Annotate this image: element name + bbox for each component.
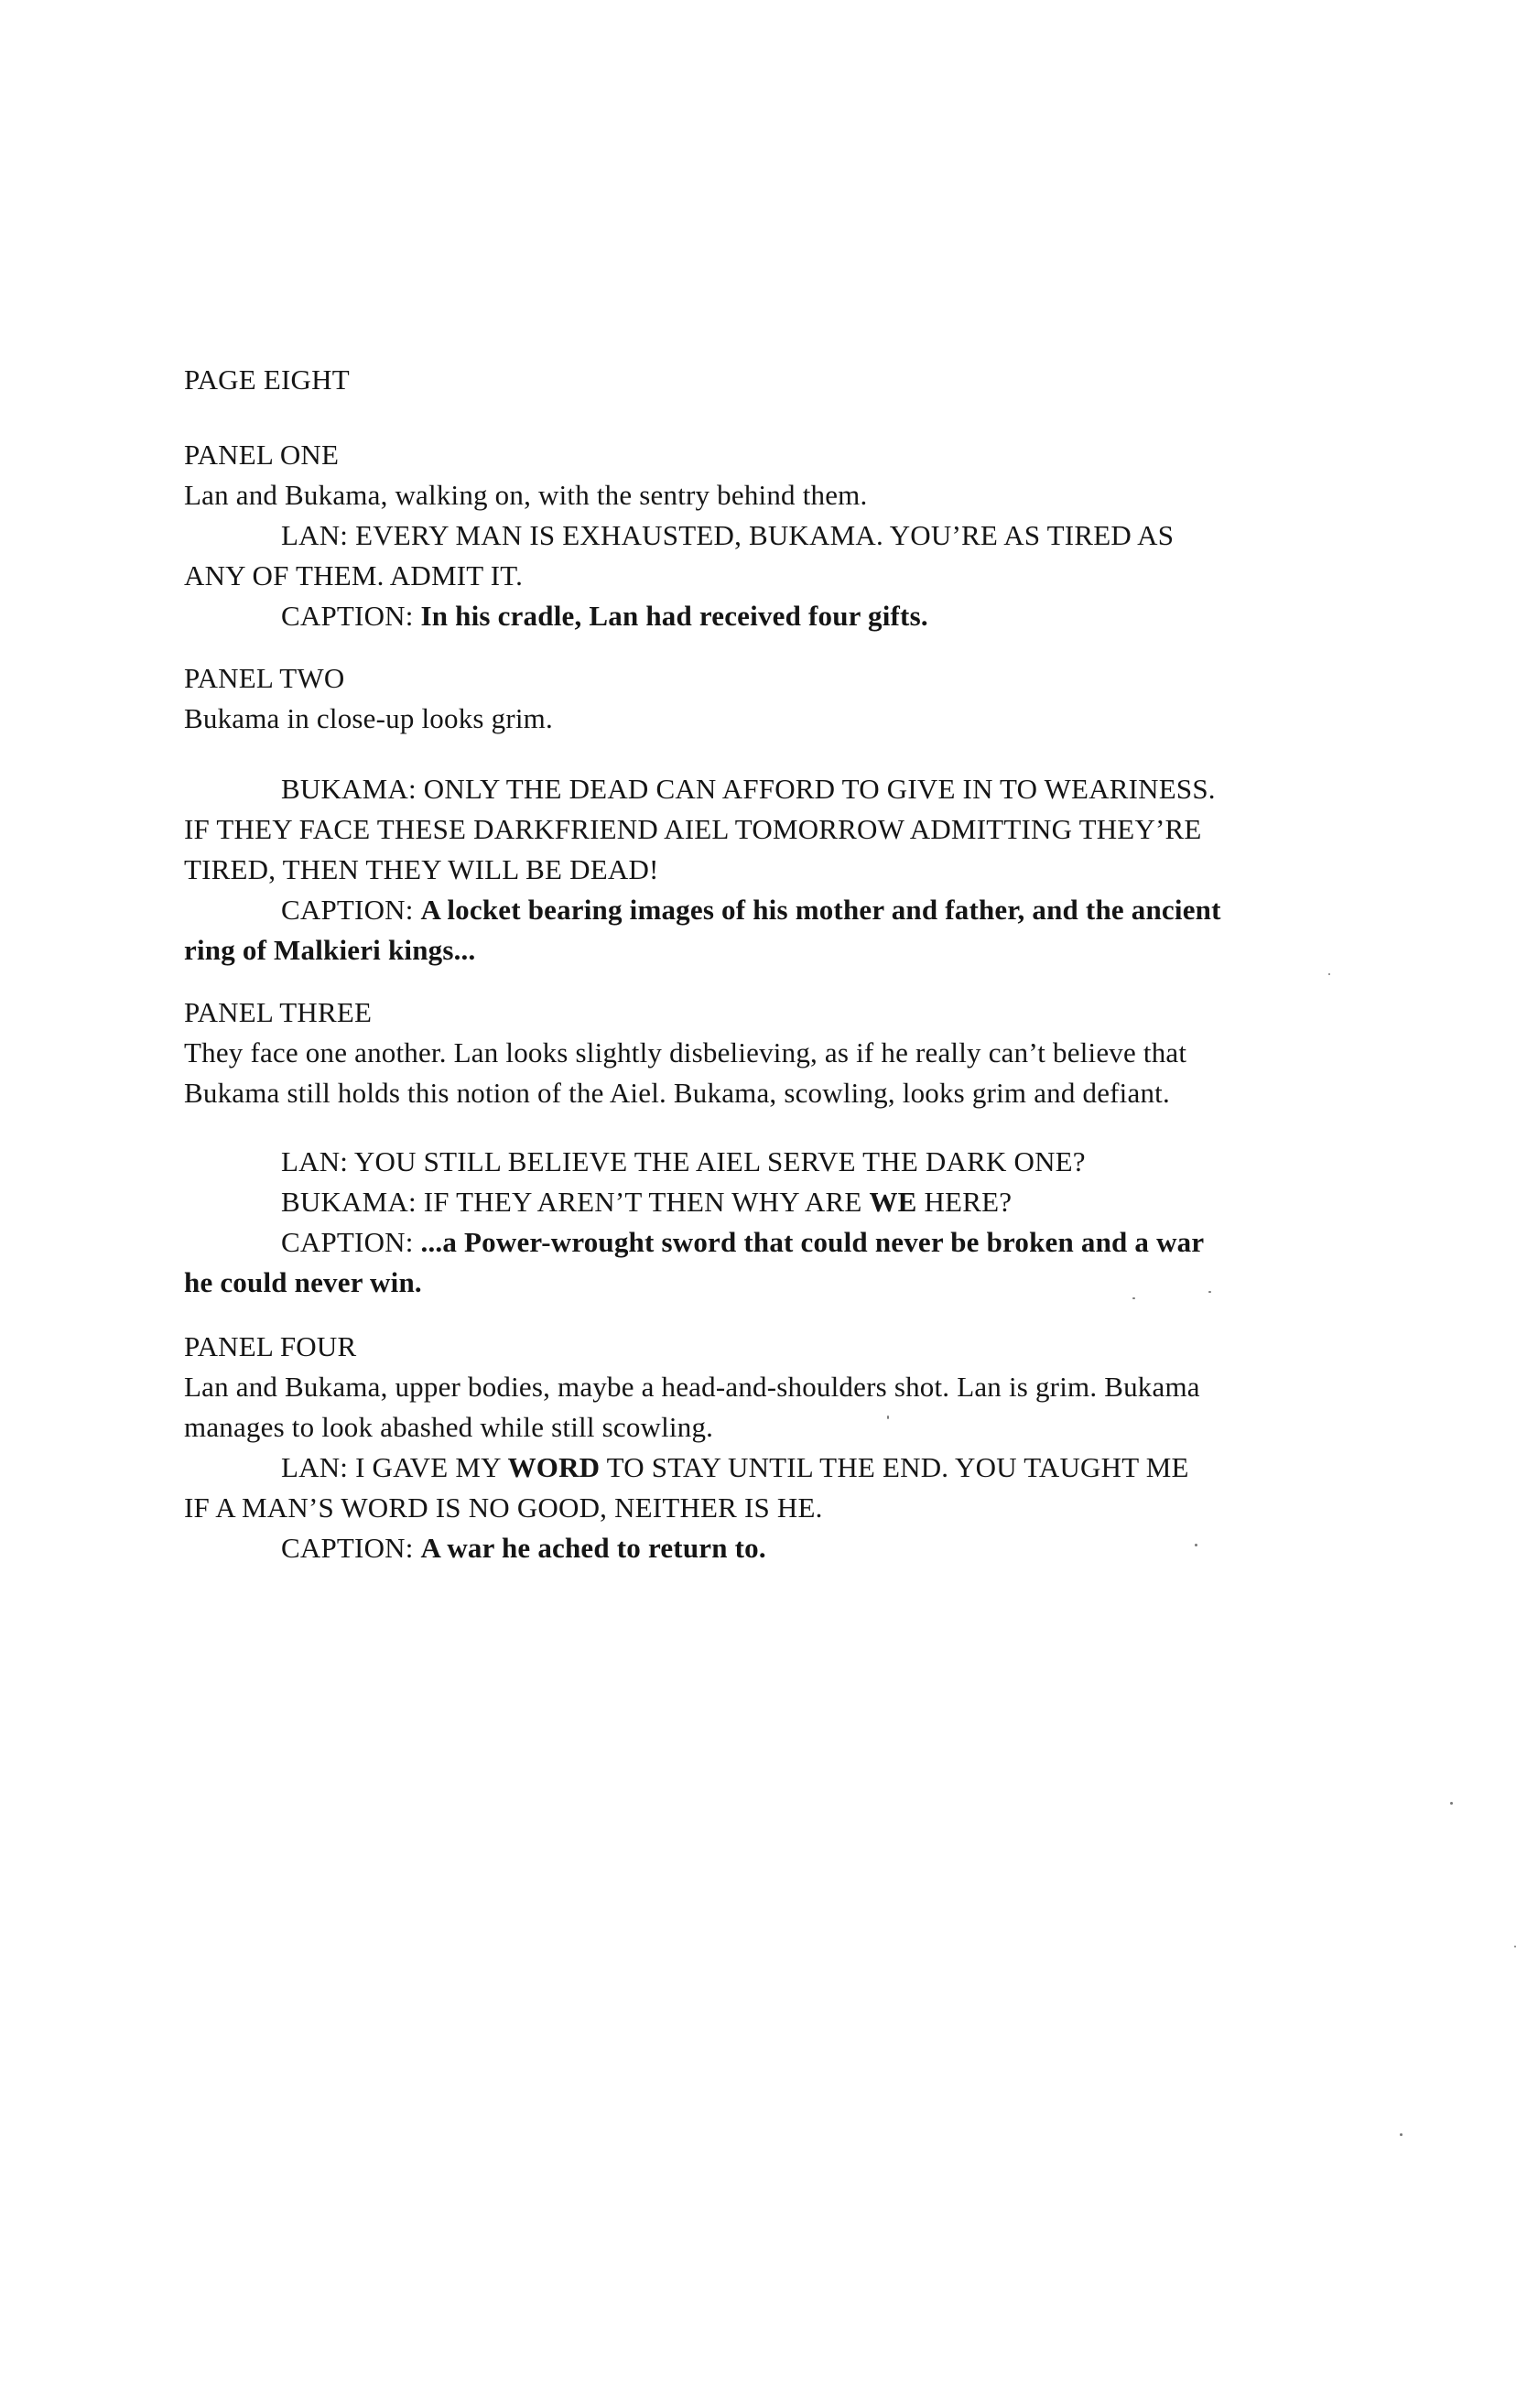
panel-two-caption-cont	[184, 930, 1365, 971]
scan-speck	[1514, 1946, 1516, 1947]
panel-three-heading: PANEL THREE	[184, 996, 373, 1028]
dialogue-post: TO STAY UNTIL THE END. YOU TAUGHT ME	[600, 1451, 1189, 1483]
dialogue-pre: LAN: I GAVE MY	[281, 1451, 508, 1483]
caption-text: In his cradle, Lan had received four gifts.	[420, 600, 928, 632]
panel-three-caption-cont	[184, 1263, 1365, 1303]
panel-four-caption	[184, 1528, 1365, 1568]
panel-four-heading: PANEL FOUR	[184, 1330, 357, 1362]
panel-three-caption	[184, 1222, 1365, 1263]
panel-four-dialogue-lan	[184, 1448, 1365, 1488]
panel-three-description-line1: They face one another. Lan looks slightly disbelieving, as if he really can’t believe that	[184, 1036, 1187, 1068]
scan-speck	[1208, 1291, 1211, 1293]
panel-one-dialogue-lan-line2: ANY OF THEM. ADMIT IT.	[184, 559, 524, 591]
panel-three	[184, 992, 1365, 1113]
panel-two-caption	[184, 890, 1365, 930]
scan-speck	[887, 1416, 889, 1419]
dialogue-post: HERE?	[916, 1186, 1013, 1218]
panel-four-dialogue-lan-line2: IF A MAN’S WORD IS NO GOOD, NEITHER IS HE.	[184, 1491, 823, 1524]
panel-three-description-line2: Bukama still holds this notion of the Aiel. Bukama, scowling, looks grim and defiant.	[184, 1077, 1170, 1109]
panel-four-description-line1: Lan and Bukama, upper bodies, maybe a head-and-shoulders shot. Lan is grim. Bukama	[184, 1371, 1200, 1403]
panel-two-dialogue-line1: BUKAMA: ONLY THE DEAD CAN AFFORD TO GIVE IN TO WEARINESS.	[281, 773, 1216, 805]
page-heading: PAGE EIGHT	[184, 363, 350, 396]
panel-three-dialogue	[184, 1142, 1365, 1303]
panel-two-description: Bukama in close-up looks grim.	[184, 702, 553, 734]
panel-two-dialogue-line2: IF THEY FACE THESE DARKFRIEND AIEL TOMORROW ADMITTING THEY’RE	[184, 813, 1202, 845]
panel-two-heading: PANEL TWO	[184, 662, 345, 694]
dialogue-emphasis: WORD	[507, 1451, 601, 1483]
caption-label: CAPTION:	[281, 600, 421, 632]
panel-three-dialogue-lan: LAN: YOU STILL BELIEVE THE AIEL SERVE THE DARK ONE?	[281, 1145, 1086, 1177]
panel-one-description: Lan and Bukama, walking on, with the sentry behind them.	[184, 479, 868, 511]
caption-label: CAPTION:	[281, 1226, 421, 1258]
panel-one-caption	[184, 596, 1365, 636]
caption-label: CAPTION:	[281, 1532, 421, 1564]
caption-text-line2: he could never win.	[184, 1266, 422, 1298]
panel-one	[184, 435, 1365, 636]
panel-four	[184, 1327, 1365, 1568]
panel-three-dialogue-bukama	[184, 1182, 1365, 1222]
panel-one-heading: PANEL ONE	[184, 439, 340, 471]
scan-speck	[1450, 1802, 1453, 1805]
panel-one-dialogue-lan-line1: LAN: EVERY MAN IS EXHAUSTED, BUKAMA. YOU’RE AS TIRED AS	[281, 519, 1175, 551]
caption-text-line1: A locket bearing images of his mother and father, and the ancient	[420, 894, 1221, 926]
caption-label: CAPTION:	[281, 894, 421, 926]
dialogue-emphasis: WE	[869, 1186, 917, 1218]
caption-text: A war he ached to return to.	[420, 1532, 766, 1564]
scan-speck	[1132, 1297, 1135, 1299]
panel-two-dialogue-line3: TIRED, THEN THEY WILL BE DEAD!	[184, 853, 659, 885]
caption-text-line1: ...a Power-wrought sword that could never be broken and a war	[420, 1226, 1205, 1258]
panel-two-dialogue	[184, 769, 1365, 971]
scan-speck	[1400, 2133, 1403, 2136]
page-heading-block	[184, 360, 1365, 400]
scan-speck	[1328, 973, 1330, 975]
scan-speck	[1195, 1544, 1197, 1546]
panel-four-description-line2: manages to look abashed while still scowling.	[184, 1411, 714, 1443]
panel-two	[184, 658, 1365, 739]
dialogue-pre: BUKAMA: IF THEY AREN’T THEN WHY ARE	[281, 1186, 870, 1218]
caption-text-line2: ring of Malkieri kings...	[184, 934, 476, 966]
